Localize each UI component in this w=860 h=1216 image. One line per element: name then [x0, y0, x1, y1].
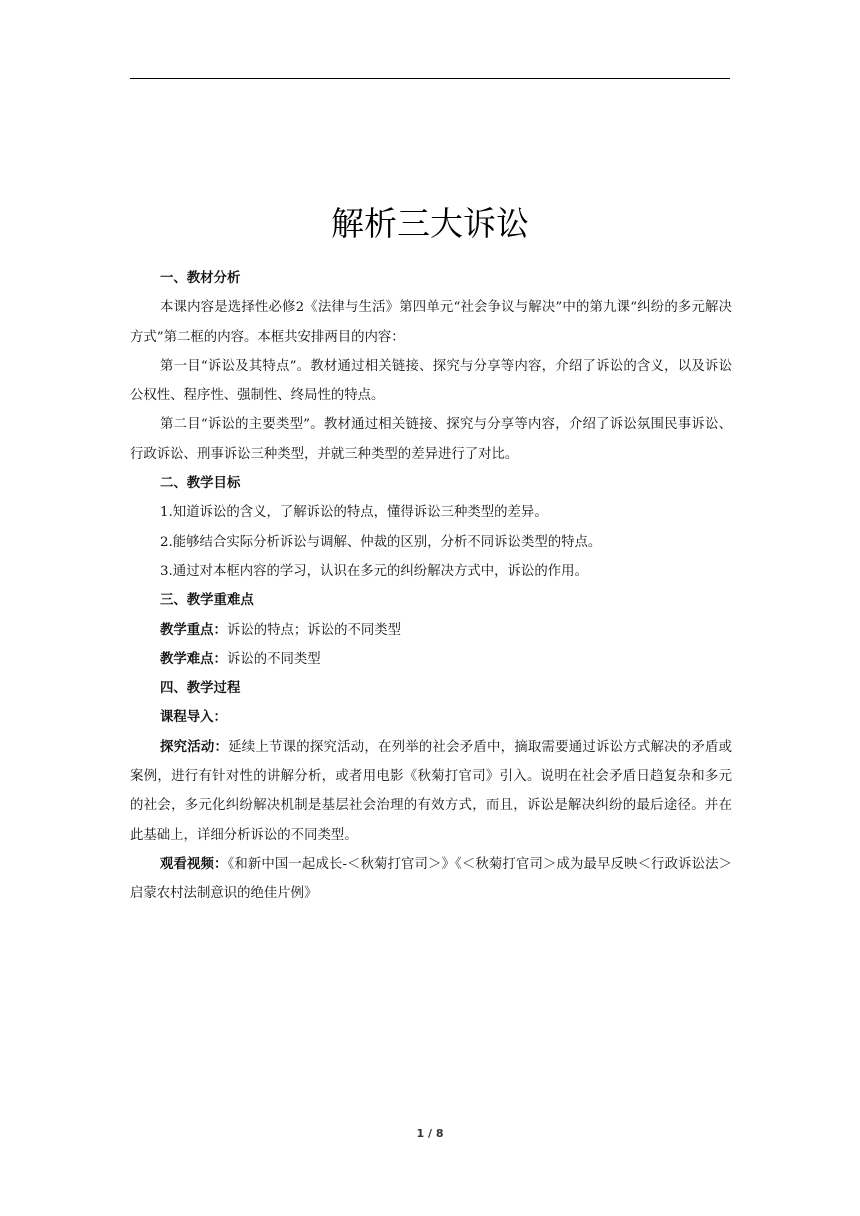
- section-heading-1: 一、教材分析: [160, 270, 241, 286]
- section-heading-3: 三、教学重难点: [160, 592, 254, 609]
- document-title: 解析三大诉讼: [331, 204, 529, 244]
- objective-item-1: 1.知道诉讼的含义，了解诉讼的特点，懂得诉讼三种类型的差异。: [160, 505, 548, 521]
- document-body: [130, 264, 732, 909]
- explore-activity-paragraph: [130, 733, 732, 850]
- section-heading-2: 二、教学目标: [160, 475, 241, 492]
- key-point-line: [130, 616, 732, 645]
- explore-activity-text: 延续上节课的探究活动，在列举的社会矛盾中，摘取需要通过诉讼方式解决的矛盾或案例，进行有针对性的讲解分析，或者用电影《秋菊打官司》引入。说明在社会矛盾日趋复杂和多元的社会，多元化纠纷解决机制是基层社会治理的有效方式，而且，诉讼是解决纠纷的最后途径。并在此基础上，详细分析诉讼的不同类型。: [130, 739, 732, 843]
- watch-video-paragraph: [130, 850, 732, 909]
- paragraph-3: 第二目“诉讼的主要类型”。教材通过相关链接、探究与分享等内容，介绍了诉讼氛围民事诉讼、行政诉讼、刑事诉讼三种类型，并就三种类型的差异进行了对比。: [130, 417, 732, 462]
- watch-video-text: 《和新中国一起成长-＜秋菊打官司＞》《＜秋菊打官司＞成为最早反映＜行政诉讼法＞启蒙农村法制意识的绝佳片例》: [130, 856, 733, 902]
- paragraph-2: 第一目“诉讼及其特点”。教材通过相关链接、探究与分享等内容，介绍了诉讼的含义，以及诉讼公权性、程序性、强制性、终局性的特点。: [130, 358, 732, 404]
- difficult-point-label: 教学难点：: [160, 650, 227, 667]
- difficult-point-line: [130, 645, 732, 674]
- explore-activity-label: 探究活动：: [160, 738, 229, 755]
- paragraph-1: 本课内容是选择性必修2《法律与生活》第四单元“社会争议与解决”中的第九课“纠纷的多元解决方式”第二框的内容。本框共安排两目的内容：: [130, 300, 732, 345]
- watch-video-label: 观看视频：: [160, 855, 228, 872]
- header-rule: [130, 78, 730, 79]
- key-point-label: 教学重点：: [160, 621, 227, 638]
- course-intro-label: 课程导入：: [160, 709, 227, 726]
- key-point-text: 诉讼的特点；诉讼的不同类型: [226, 622, 402, 638]
- objective-item-3: 3.通过对本框内容的学习，认识在多元的纠纷解决方式中，诉讼的作用。: [160, 563, 588, 579]
- section-heading-4: 四、教学过程: [160, 680, 241, 697]
- page-number: 1 / 8: [416, 1127, 444, 1140]
- objective-item-2: 2.能够结合实际分析诉讼与调解、仲裁的区别，分析不同诉讼类型的特点。: [160, 534, 602, 550]
- difficult-point-text: 诉讼的不同类型: [226, 651, 321, 667]
